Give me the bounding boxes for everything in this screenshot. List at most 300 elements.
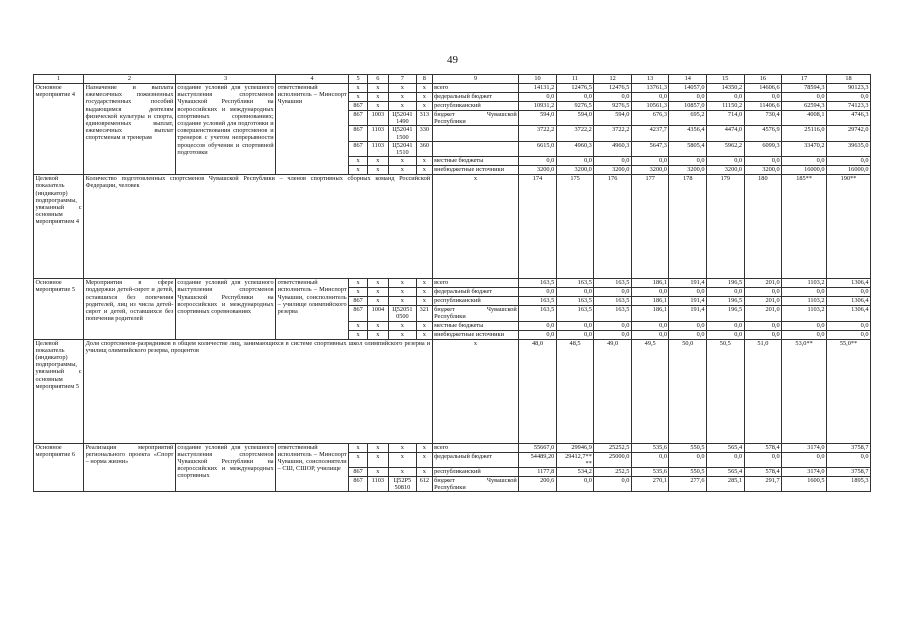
funding-value: 534,2 (556, 468, 594, 477)
funding-value: 594,0 (594, 111, 632, 126)
funding-value: 39635,0 (827, 141, 871, 156)
funding-value: 0,0 (631, 330, 669, 339)
grbs-code: 867 (349, 477, 368, 492)
column-number-header: 9 (432, 75, 519, 84)
funding-value: 0,0 (556, 157, 594, 166)
grbs-code: x (349, 157, 368, 166)
target-article-code: Ц52041 1490 (388, 111, 416, 126)
indicator-value: 48,0 (519, 339, 557, 443)
indicator-value: 48,5 (556, 339, 594, 443)
funding-value: 0,0 (707, 321, 745, 330)
column-number-header: 13 (631, 75, 669, 84)
funding-value: 0,0 (556, 321, 594, 330)
funding-value: 0,0 (669, 330, 707, 339)
funding-value: 163,5 (594, 279, 632, 288)
target-article-code: x (388, 102, 416, 111)
section-code: 1103 (367, 126, 388, 141)
funding-value: 0,0 (827, 452, 871, 467)
funding-value: 191,4 (669, 279, 707, 288)
grbs-code: 867 (349, 111, 368, 126)
grbs-code: x (349, 321, 368, 330)
funding-value: 3200,0 (519, 166, 557, 175)
funding-value: 11150,2 (707, 102, 745, 111)
section-code: x (367, 321, 388, 330)
indicator-value: 180 (744, 175, 782, 279)
grbs-code: 867 (349, 468, 368, 477)
funding-value: 270,1 (631, 477, 669, 492)
funding-value: 14131,2 (519, 84, 557, 93)
indicator-text: Доля спортсменов-разрядников в общем количестве лиц, занимающихся в системе спортивных школ олимпийского резерва и училищ олимпийского резерва, процентов (84, 339, 433, 443)
column-number-header: 12 (594, 75, 632, 84)
activity-label: Основное мероприятие 6 (34, 443, 84, 492)
expense-type-code: x (416, 452, 432, 467)
activity-executor: ответственный исполнитель – Минспорт Чувашии (276, 84, 349, 175)
table-body (34, 75, 871, 492)
funding-source: местные бюджеты (432, 157, 519, 166)
section-code: x (367, 297, 388, 306)
funding-value: 200,6 (519, 477, 557, 492)
funding-value: 3174,0 (782, 468, 827, 477)
funding-value: 4474,0 (707, 126, 745, 141)
indicator-value: 185** (782, 175, 827, 279)
funding-value: 3722,2 (556, 126, 594, 141)
expense-type-code: 360 (416, 141, 432, 156)
section-code: x (367, 279, 388, 288)
funding-source: федеральный бюджет (432, 288, 519, 297)
funding-value: 0,0 (669, 452, 707, 467)
funding-source: бюджет Чувашской Республики (434, 111, 517, 126)
indicator-value: 176 (594, 175, 632, 279)
expense-type-code: 313 (416, 111, 432, 126)
grbs-code: x (349, 279, 368, 288)
funding-source: федеральный бюджет (432, 452, 519, 467)
expense-type-code: 612 (416, 477, 432, 492)
funding-value: 0,0 (782, 330, 827, 339)
indicator-value: 49,5 (631, 339, 669, 443)
target-article-code: Ц52P5 50810 (388, 477, 416, 492)
indicator-value: 178 (669, 175, 707, 279)
funding-value: 0,0 (594, 93, 632, 102)
page-number: 49 (447, 54, 458, 66)
funding-value: 3200,0 (556, 166, 594, 175)
funding-value: 201,0 (744, 279, 782, 288)
funding-value: 4237,7 (631, 126, 669, 141)
indicator-value: 174 (519, 175, 557, 279)
funding-value: 3174,0 (782, 443, 827, 452)
grbs-code: 867 (349, 297, 368, 306)
funding-value: 730,4 (744, 111, 782, 126)
funding-value: 0,0 (556, 477, 594, 492)
funding-value: 0,0 (782, 93, 827, 102)
funding-value: 0,0 (782, 321, 827, 330)
funding-source: бюджет Чувашской Республики (434, 306, 517, 321)
funding-source: внебюджетные источники (432, 330, 519, 339)
funding-value: 0,0 (744, 330, 782, 339)
target-article-code: x (388, 468, 416, 477)
target-article-code: x (388, 321, 416, 330)
funding-value: 0,0 (669, 93, 707, 102)
indicator-value: 49,0 (594, 339, 632, 443)
funding-value: 0,0 (556, 330, 594, 339)
funding-value: 550,5 (669, 443, 707, 452)
section-code: x (367, 443, 388, 452)
funding-value: 0,0 (744, 93, 782, 102)
funding-value: 0,0 (827, 321, 871, 330)
indicator-value: 175 (556, 175, 594, 279)
section-code: x (367, 157, 388, 166)
funding-value: 29742,0 (827, 126, 871, 141)
column-number-row (34, 75, 871, 84)
target-article-code: x (388, 288, 416, 297)
indicator-x: x (432, 339, 519, 443)
funding-value: 14606,6 (744, 84, 782, 93)
funding-value: 6099,3 (744, 141, 782, 156)
funding-value: 10857,0 (669, 102, 707, 111)
funding-value: 74123,3 (827, 102, 871, 111)
target-article-code: x (388, 84, 416, 93)
funding-value: 78594,3 (782, 84, 827, 93)
funding-value: 676,3 (631, 111, 669, 126)
funding-value: 0,0 (744, 288, 782, 297)
funding-value: 62594,3 (782, 102, 827, 111)
column-number-header: 18 (827, 75, 871, 84)
funding-value: 578,4 (744, 468, 782, 477)
funding-value: 4008,1 (782, 111, 827, 126)
target-article-code: x (388, 452, 416, 467)
grbs-code: 867 (349, 126, 368, 141)
expense-type-code: x (416, 468, 432, 477)
funding-value: 0,0 (631, 157, 669, 166)
funding-value: 6615,0 (519, 141, 557, 156)
funding-value: 535,6 (631, 443, 669, 452)
target-article-code: x (388, 330, 416, 339)
funding-value: 0,0 (556, 93, 594, 102)
funding-value: 3200,0 (744, 166, 782, 175)
indicator-value: 177 (631, 175, 669, 279)
funding-value: 0,0 (744, 321, 782, 330)
activity-name: Назначение и выплата ежемесячных пожизненных государственных пособий выдающимся деятелям физической культуры и спорта, единовременных выплат, ежемесячных выплат спортсменам и тренерам (84, 84, 176, 175)
funding-value: 163,5 (556, 279, 594, 288)
budget-row (34, 279, 871, 288)
target-article-code: x (388, 93, 416, 102)
activity-label: Основное мероприятие 5 (34, 279, 84, 339)
funding-value: 1103,2 (782, 297, 827, 306)
funding-value: 186,1 (631, 297, 669, 306)
funding-value: 0,0 (594, 288, 632, 297)
funding-value: 0,0 (631, 452, 669, 467)
column-number-header: 8 (416, 75, 432, 84)
indicator-label: Целевой показатель (индикатор) подпрограммы, увязанный с основным мероприятием 5 (34, 339, 84, 443)
column-number-header: 16 (744, 75, 782, 84)
funding-value: 4576,9 (744, 126, 782, 141)
target-article-code: x (388, 279, 416, 288)
grbs-code: 867 (349, 102, 368, 111)
funding-value: 163,5 (556, 306, 594, 321)
grbs-code: 867 (349, 306, 368, 321)
activity-name: Мероприятия в сфере поддержки детей-сирот и детей, оставшихся без попечения родителей, лиц из числа детей-сирот и детей, оставшихся без попечения родителей (84, 279, 176, 339)
funding-value: 1306,4 (827, 306, 871, 321)
funding-source (432, 126, 519, 141)
funding-value: 163,5 (519, 297, 557, 306)
funding-value: 25000,0 (594, 452, 632, 467)
section-code: x (367, 288, 388, 297)
funding-value: 594,0 (519, 111, 557, 126)
funding-value: 0,0 (707, 330, 745, 339)
column-number-header: 5 (349, 75, 368, 84)
expense-type-code: x (416, 157, 432, 166)
activity-executor: ответственный исполнитель – Минспорт Чувашии, соисполнитель – училище олимпийского резерва (276, 279, 349, 339)
funding-value: 535,6 (631, 468, 669, 477)
indicator-row (34, 339, 871, 443)
funding-value: 13761,3 (631, 84, 669, 93)
funding-value: 0,0 (594, 321, 632, 330)
funding-value: 3200,0 (669, 166, 707, 175)
budget-row (34, 443, 871, 452)
column-number-header: 14 (669, 75, 707, 84)
funding-value: 0,0 (631, 93, 669, 102)
expense-type-code: x (416, 166, 432, 175)
funding-value: 578,4 (744, 443, 782, 452)
expense-type-code: x (416, 84, 432, 93)
funding-value: 1103,2 (782, 306, 827, 321)
grbs-code: x (349, 288, 368, 297)
funding-value: 714,0 (707, 111, 745, 126)
funding-value: 29946,9 (556, 443, 594, 452)
column-number-header: 7 (388, 75, 416, 84)
funding-source: внебюджетные источники (432, 166, 519, 175)
funding-value: 0,0 (669, 321, 707, 330)
funding-value: 285,1 (707, 477, 745, 492)
expense-type-code: 330 (416, 126, 432, 141)
program-table (33, 74, 871, 492)
section-code: x (367, 452, 388, 467)
section-code: x (367, 166, 388, 175)
funding-source: местные бюджеты (432, 321, 519, 330)
column-number-header: 3 (175, 75, 275, 84)
funding-value: 191,4 (669, 306, 707, 321)
funding-value: 0,0 (594, 477, 632, 492)
funding-value: 1306,4 (827, 297, 871, 306)
funding-value: 163,5 (519, 306, 557, 321)
column-number-header: 11 (556, 75, 594, 84)
target-article-code: x (388, 443, 416, 452)
funding-value: 4960,3 (556, 141, 594, 156)
funding-value: 90123,3 (827, 84, 871, 93)
funding-value: 0,0 (782, 452, 827, 467)
target-article-code: x (388, 157, 416, 166)
funding-value: 1177,8 (519, 468, 557, 477)
section-code: x (367, 93, 388, 102)
funding-value: 5805,4 (669, 141, 707, 156)
column-number-header: 2 (84, 75, 176, 84)
grbs-code: x (349, 443, 368, 452)
funding-value: 0,0 (744, 157, 782, 166)
indicator-value: 179 (707, 175, 745, 279)
grbs-code: x (349, 166, 368, 175)
funding-value: 196,5 (707, 297, 745, 306)
funding-value: 3758,7 (827, 443, 871, 452)
funding-value: 0,0 (744, 452, 782, 467)
expense-type-code: x (416, 102, 432, 111)
grbs-code: x (349, 93, 368, 102)
funding-source: бюджет Чувашской Республики (434, 477, 517, 492)
funding-source: всего (432, 443, 519, 452)
funding-value: 29412,7** ** (556, 452, 594, 467)
funding-value: 550,5 (669, 468, 707, 477)
funding-source: всего (432, 84, 519, 93)
activity-goal: создание условий для успешного выступления спортсменов Чувашской Республики на всероссийских и международных спортивных соревнованиях (175, 279, 275, 339)
indicator-label: Целевой показатель (индикатор) подпрограммы, увязанный с основным мероприятием 4 (34, 175, 84, 279)
funding-value: 33470,2 (782, 141, 827, 156)
section-code: x (367, 102, 388, 111)
funding-value: 0,0 (827, 157, 871, 166)
funding-value: 0,0 (827, 330, 871, 339)
funding-value: 0,0 (631, 321, 669, 330)
expense-type-code: 321 (416, 306, 432, 321)
funding-value: 14350,2 (707, 84, 745, 93)
funding-source (432, 141, 519, 156)
grbs-code: x (349, 452, 368, 467)
funding-value: 1600,5 (782, 477, 827, 492)
section-code: 1003 (367, 111, 388, 126)
funding-value: 0,0 (782, 288, 827, 297)
funding-value: 186,1 (631, 306, 669, 321)
funding-value: 196,5 (707, 279, 745, 288)
grbs-code: 867 (349, 141, 368, 156)
section-code: 1004 (367, 306, 388, 321)
funding-value: 4356,4 (669, 126, 707, 141)
section-code: 1103 (367, 141, 388, 156)
funding-value: 3200,0 (594, 166, 632, 175)
funding-source: федеральный бюджет (432, 93, 519, 102)
funding-value: 3722,2 (594, 126, 632, 141)
funding-value: 0,0 (556, 288, 594, 297)
funding-value: 163,5 (556, 297, 594, 306)
target-article-code: Ц52051 0500 (388, 306, 416, 321)
funding-value: 0,0 (594, 157, 632, 166)
expense-type-code: x (416, 330, 432, 339)
indicator-value: 53,0** (782, 339, 827, 443)
funding-value: 25116,0 (782, 126, 827, 141)
indicator-value: 55,0** (827, 339, 871, 443)
activity-executor: ответственный исполнитель – Минспорт Чувашии, соисполнители – СШ, СШОР, училище (276, 443, 349, 492)
funding-value: 0,0 (669, 288, 707, 297)
funding-value: 0,0 (782, 157, 827, 166)
funding-value: 0,0 (707, 93, 745, 102)
funding-value: 695,2 (669, 111, 707, 126)
funding-value: 0,0 (519, 93, 557, 102)
indicator-text: Количество подготовленных спортсменов Чувашской Республики – членов спортивных сборных команд Российской Федерации, человек (84, 175, 433, 279)
funding-value: 4746,3 (827, 111, 871, 126)
funding-value: 186,1 (631, 279, 669, 288)
funding-value: 201,0 (744, 306, 782, 321)
funding-value: 5962,2 (707, 141, 745, 156)
funding-value: 1103,2 (782, 279, 827, 288)
funding-value: 5647,3 (631, 141, 669, 156)
funding-value: 565,4 (707, 443, 745, 452)
funding-value: 3200,0 (707, 166, 745, 175)
funding-value: 0,0 (827, 288, 871, 297)
indicator-row (34, 175, 871, 279)
funding-value: 196,5 (707, 306, 745, 321)
column-number-header: 17 (782, 75, 827, 84)
funding-value: 4960,3 (594, 141, 632, 156)
funding-value: 0,0 (707, 288, 745, 297)
column-number-header: 10 (519, 75, 557, 84)
section-code: x (367, 330, 388, 339)
target-article-code: Ц52041 1500 (388, 126, 416, 141)
funding-value: 16000,0 (782, 166, 827, 175)
funding-value: 55667,0 (519, 443, 557, 452)
column-number-header: 1 (34, 75, 84, 84)
target-article-code: x (388, 297, 416, 306)
funding-value: 1895,3 (827, 477, 871, 492)
indicator-x: x (432, 175, 519, 279)
funding-value: 12476,5 (594, 84, 632, 93)
funding-value: 0,0 (631, 288, 669, 297)
funding-value: 163,5 (594, 306, 632, 321)
funding-value: 10561,3 (631, 102, 669, 111)
section-code: 1103 (367, 477, 388, 492)
expense-type-code: x (416, 443, 432, 452)
funding-value: 291,7 (744, 477, 782, 492)
expense-type-code: x (416, 297, 432, 306)
activity-goal: создание условий для успешного выступления спортсменов Чувашской Республики на всероссийских и международных спортивных (175, 443, 275, 492)
indicator-value: 51,0 (744, 339, 782, 443)
funding-value: 201,0 (744, 297, 782, 306)
funding-value: 0,0 (519, 288, 557, 297)
expense-type-code: x (416, 321, 432, 330)
section-code: x (367, 84, 388, 93)
activity-name: Реализация мероприятий регионального проекта «Спорт – норма жизни» (84, 443, 176, 492)
funding-value: 277,6 (669, 477, 707, 492)
funding-value: 12476,5 (556, 84, 594, 93)
funding-value: 0,0 (594, 330, 632, 339)
funding-value: 25252,5 (594, 443, 632, 452)
target-article-code: Ц52041 1510 (388, 141, 416, 156)
funding-value: 191,4 (669, 297, 707, 306)
funding-value: 9276,5 (594, 102, 632, 111)
grbs-code: x (349, 330, 368, 339)
funding-value: 3200,0 (631, 166, 669, 175)
funding-value: 1306,4 (827, 279, 871, 288)
funding-value: 163,5 (594, 297, 632, 306)
expense-type-code: x (416, 279, 432, 288)
column-number-header: 4 (276, 75, 349, 84)
expense-type-code: x (416, 93, 432, 102)
target-article-code: x (388, 166, 416, 175)
funding-value: 0,0 (827, 93, 871, 102)
grbs-code: x (349, 84, 368, 93)
funding-source: республиканский (432, 468, 519, 477)
funding-source: республиканский (432, 297, 519, 306)
program-table-wrapper (33, 74, 871, 492)
funding-value: 565,4 (707, 468, 745, 477)
funding-value: 3758,7 (827, 468, 871, 477)
funding-source: всего (432, 279, 519, 288)
funding-value: 16000,0 (827, 166, 871, 175)
budget-row (34, 84, 871, 93)
funding-value: 14057,0 (669, 84, 707, 93)
indicator-value: 50,0 (669, 339, 707, 443)
funding-value: 252,5 (594, 468, 632, 477)
funding-value: 10931,2 (519, 102, 557, 111)
funding-value: 0,0 (519, 330, 557, 339)
funding-value: 9276,5 (556, 102, 594, 111)
column-number-header: 6 (367, 75, 388, 84)
funding-value: 594,0 (556, 111, 594, 126)
funding-value: 0,0 (519, 321, 557, 330)
